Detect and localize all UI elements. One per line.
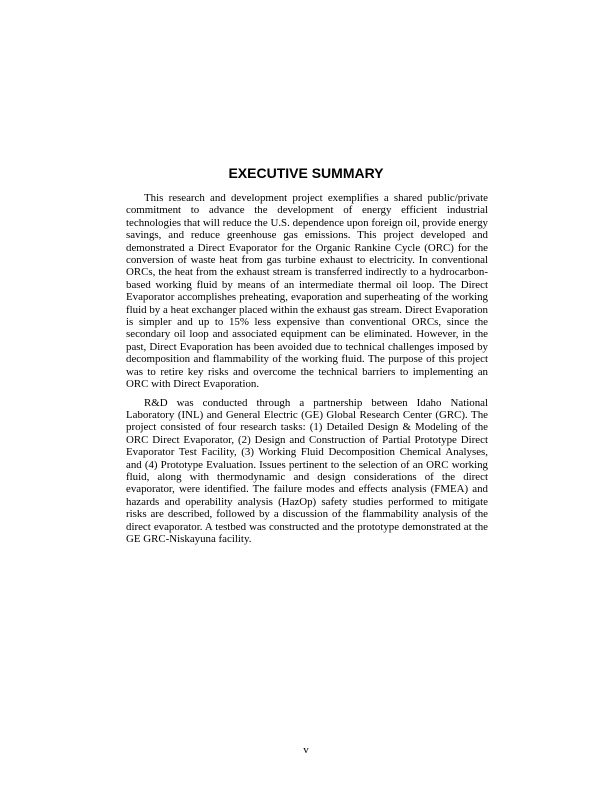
body-text <box>126 192 488 551</box>
paragraph-1: This research and development project exemplifies a shared public/private commitment to advance the development of energy efficient industrial technologies that will reduce the U.S. dependence upon foreign oil, provide energy savings, and reduce greenhouse gas emissions. This project developed and demonstrated a Direct Evaporator for the Organic Rankine Cycle (ORC) for the conversion of waste heat from gas turbine exhaust to electricity. In conventional ORCs, the heat from the exhaust stream is transferred indirectly to a hydrocarbon-based working fluid by means of an intermediate thermal oil loop. The Direct Evaporator accomplishes preheating, evaporation and superheating of the working fluid by a heat exchanger placed within the exhaust gas stream. Direct Evaporation is simpler and up to 15% less expensive than conventional ORCs, since the secondary oil loop and associated equipment can be eliminated. However, in the past, Direct Evaporation has been avoided due to technical challenges imposed by decomposition and flammability of the working fluid. The purpose of this project was to retire key risks and overcome the technical barriers to implementing an ORC with Direct Evaporation. <box>126 192 488 391</box>
paragraph-2: R&D was conducted through a partnership between Idaho National Laboratory (INL) and General Electric (GE) Global Research Center (GRC). The project consisted of four research tasks: (1) Detailed Design & Modeling of the ORC Direct Evaporator, (2) Design and Construction of Partial Prototype Direct Evaporator Test Facility, (3) Working Fluid Decomposition Chemical Analyses, and (4) Prototype Evaluation. Issues pertinent to the selection of an ORC working fluid, along with thermodynamic and design considerations of the direct evaporator, were identified. The failure modes and effects analysis (FMEA) and hazards and operability analysis (HazOp) safety studies performed to mitigate risks are described, followed by a discussion of the flammability analysis of the direct evaporator. A testbed was constructed and the prototype demonstrated at the GE GRC-Niskayuna facility. <box>126 396 488 545</box>
page-number: v <box>303 744 309 756</box>
page-title: EXECUTIVE SUMMARY <box>228 165 384 181</box>
